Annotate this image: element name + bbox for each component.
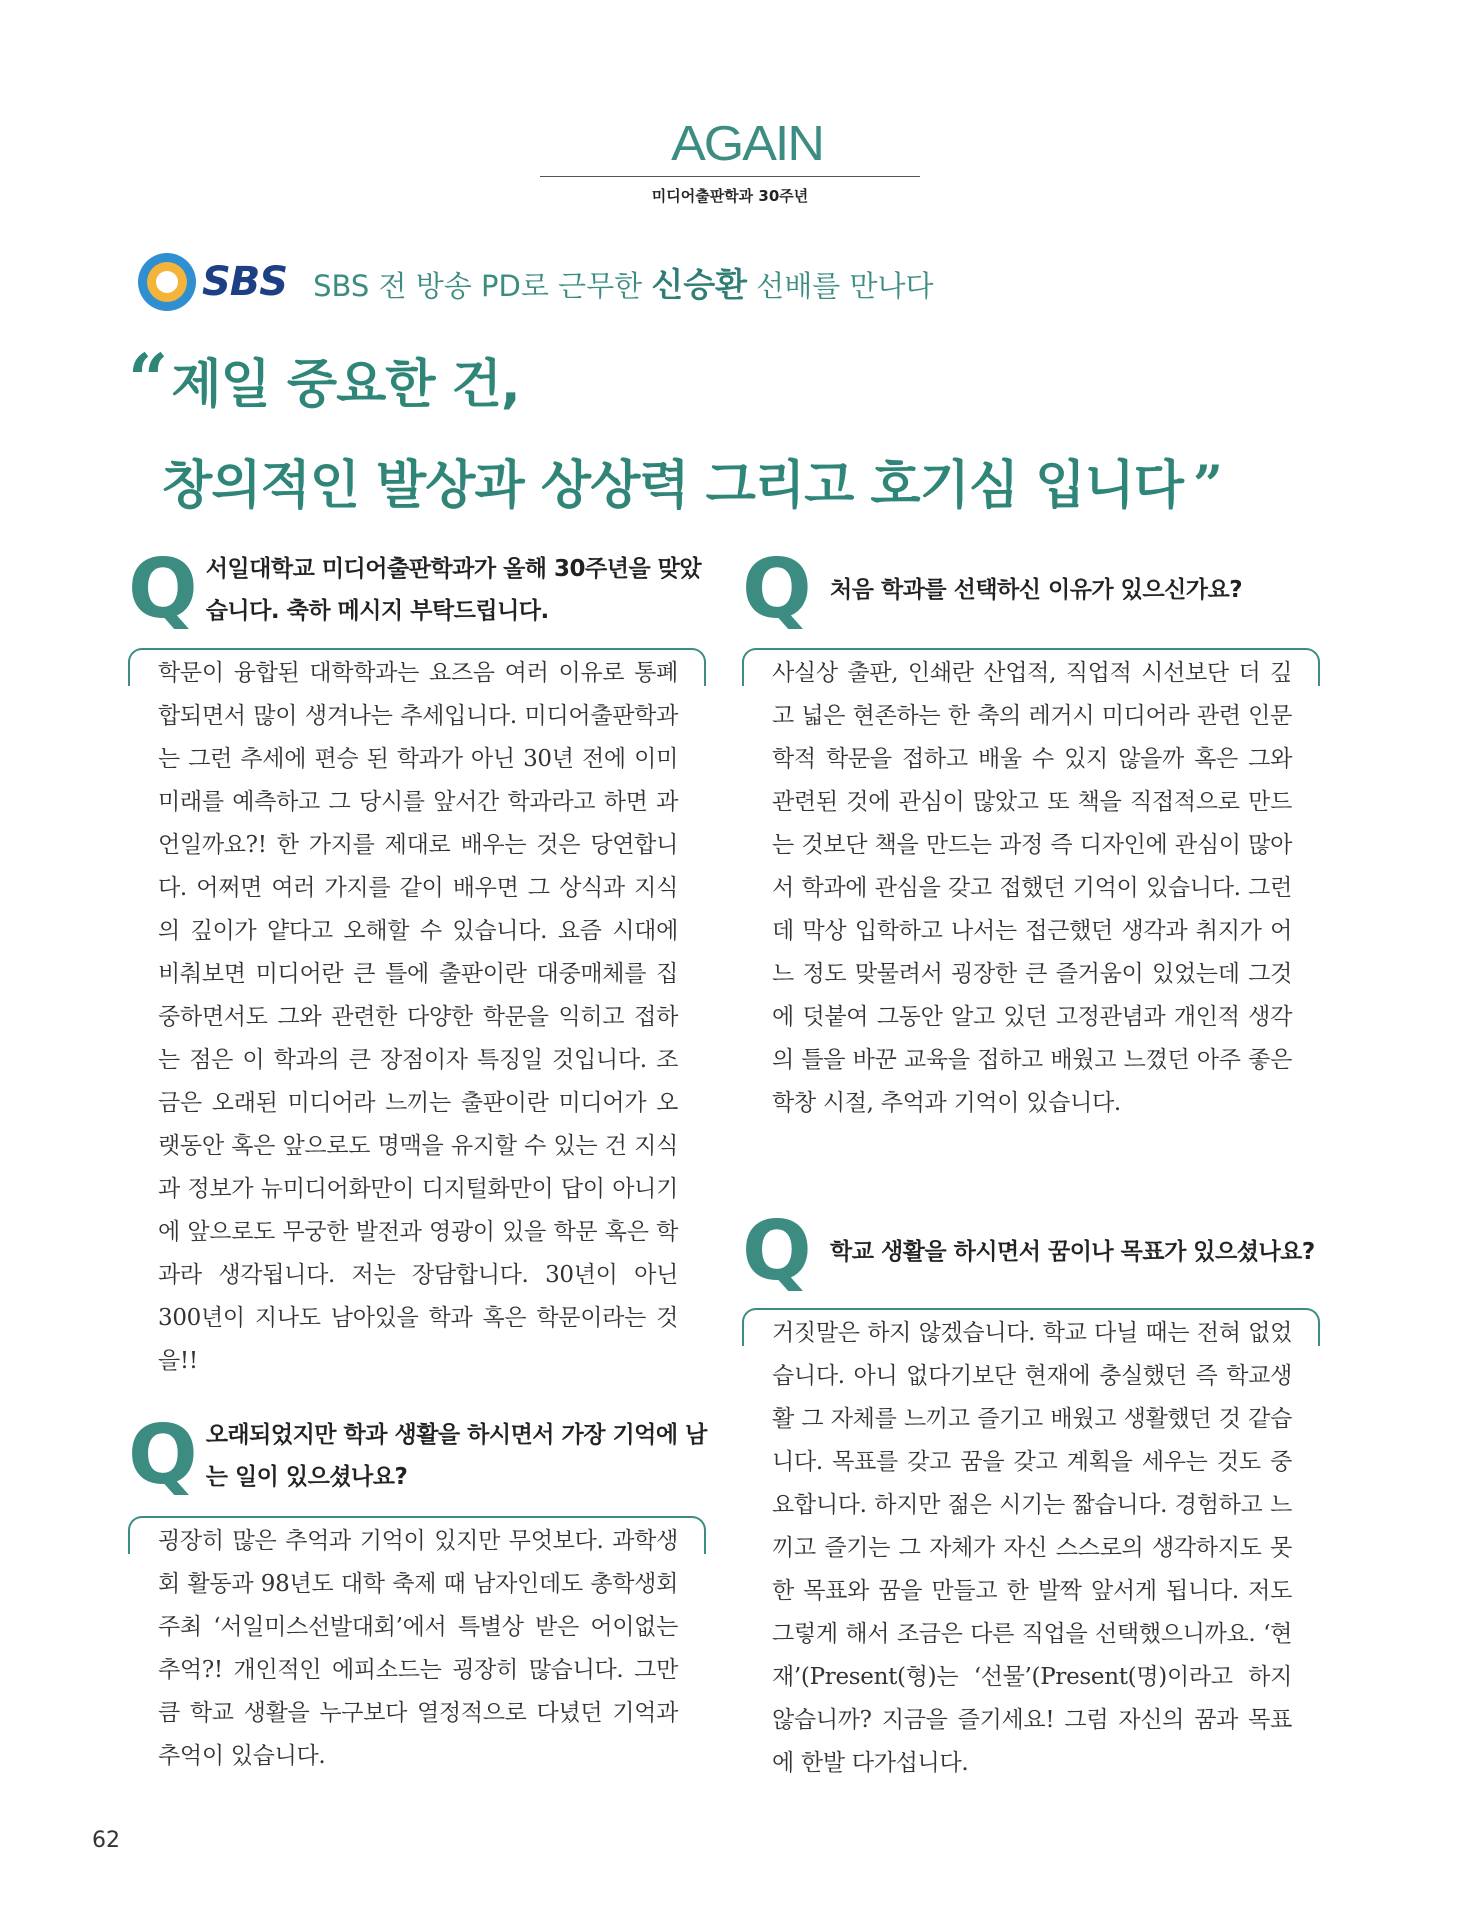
answer-4: [742, 1308, 1320, 1785]
question-3: [742, 542, 1332, 637]
question-4: [742, 1204, 1332, 1299]
headline-line1: 제일 중요한 건,: [171, 355, 520, 415]
sbs-brand-text: SBS: [202, 259, 288, 305]
header-subtitle: 미디어출판학과 30주년: [651, 187, 809, 205]
interviewee-name: 신승환: [651, 264, 747, 304]
answer-text: 굉장히 많은 추억과 기억이 있지만 무엇보다. 과학생회 활동과 98년도 대학 축제 때 남자인데도 총학생회 주최 ‘서일미스선발대회’에서 특별상 받은 어이없는 추억?! 개인적인 에피소드는 굉장히 많습니다. 그만큼 학교 생활을 누구보다 열정적으로 다녔던 기억과 추억이 있습니다.: [158, 1528, 678, 1769]
question-2: [128, 1408, 708, 1503]
q-mark-icon: Q: [128, 542, 198, 637]
headline-line2: 창의적인 발상과 상상력 그리고 호기심 입니다: [162, 456, 1183, 516]
subhead-suffix: 선배를 만나다: [746, 268, 934, 303]
subhead-title: [313, 259, 933, 306]
q-mark-icon: Q: [128, 1408, 198, 1503]
question-text: 오래되었지만 학과 생활을 하시면서 가장 기억에 남는 일이 있으셨나요?: [205, 1422, 707, 1490]
answer-1: [128, 648, 706, 1383]
question-text: 서일대학교 미디어출판학과가 올해 30주년을 맞았습니다. 축하 메시지 부탁드립니다.: [205, 556, 702, 624]
magazine-header: [540, 118, 920, 206]
page-number: 62: [92, 1828, 120, 1853]
close-quote: ”: [1192, 455, 1222, 516]
answer-text: 학문이 융합된 대학학과는 요즈음 여러 이유로 통폐합되면서 많이 생겨나는 추세입니다. 미디어출판학과는 그런 추세에 편승 된 학과가 아닌 30년 전에 이미 미래를 예측하고 그 당시를 앞서간 학과라고 하면 과언일까요?! 한 가지를 제대로 배우는 것은 당연합니다. 어쩌면 여러 가지를 같이 배우면 그 상식과 지식의 깊이가 얕다고 오해할 수 있습니다. 요즘 시대에 비춰보면 미디어란 큰 틀에 출판이란 대중매체를 집중하면서도 그와 관련한 다양한 학문을 익히고 접하는 점은 이 학과의 큰 장점이자 특징일 것입니다. 조금은 오래된 미디어라 느끼는 출판이란 미디어가 오랫동안 혹은 앞으로도 명맥을 유지할 수 있는 건 지식과 정보가 뉴미디어화만이 디지털화만이 답이 아니기에 앞으로도 무궁한 발전과 영광이 있을 학문 혹은 학과라 생각됩니다. 저는 장담합니다. 30년이 아닌 300년이 지나도 남아있을 학과 혹은 학문이라는 것을!!: [158, 660, 678, 1374]
subhead-prefix: SBS 전 방송 PD로 근무한: [313, 268, 652, 303]
open-quote: “: [128, 338, 168, 421]
q-mark-icon: Q: [742, 542, 812, 637]
question-text: 처음 학과를 선택하신 이유가 있으신가요?: [830, 577, 1243, 603]
answer-2: [128, 1516, 706, 1778]
q-mark-icon: Q: [742, 1204, 812, 1299]
answer-text: 거짓말은 하지 않겠습니다. 학교 다닐 때는 전혀 없었습니다. 아니 없다기보단 현재에 충실했던 즉 학교생활 그 자체를 느끼고 즐기고 배웠고 생활했던 것 같습니다. 목표를 갖고 꿈을 갖고 계획을 세우는 것도 중요합니다. 하지만 젊은 시기는 짧습니다. 경험하고 느끼고 즐기는 그 자체가 자신 스스로의 생각하지도 못한 목표와 꿈을 만들고 한 발짝 앞서게 됩니다. 저도 그렇게 해서 조금은 다른 직업을 선택했으니까요. ‘현재’(Present(형)는 ‘선물’(Present(명)이라고 하지 않습니까? 지금을 즐기세요! 그럼 자신의 꿈과 목표에 한발 다가섭니다.: [772, 1320, 1292, 1776]
sbs-logo-icon: [138, 253, 196, 311]
interview-subhead: [138, 250, 934, 314]
answer-text: 사실상 출판, 인쇄란 산업적, 직업적 시선보단 더 깊고 넓은 현존하는 한 축의 레거시 미디어라 관련 인문학적 학문을 접하고 배울 수 있지 않을까 혹은 그와 관련된 것에 관심이 많았고 또 책을 직접적으로 만드는 것보단 책을 만드는 과정 즉 디자인에 관심이 많아서 학과에 관심을 갖고 접했던 기억이 있습니다. 그런데 막상 입학하고 나서는 접근했던 생각과 취지가 어느 정도 맞물려서 굉장한 큰 즐거움이 있었는데 그것에 덧붙여 그동안 알고 있던 고정관념과 개인적 생각의 틀을 바꾼 교육을 접하고 배웠고 느꼈던 아주 좋은 학창 시절, 추억과 기억이 있습니다.: [772, 660, 1292, 1116]
question-text: 학교 생활을 하시면서 꿈이나 목표가 있으셨나요?: [830, 1239, 1315, 1265]
again-logo: AGAIN: [671, 116, 823, 172]
headline: [128, 338, 1222, 518]
question-1: [128, 542, 708, 637]
header-rule: [540, 176, 920, 177]
answer-3: [742, 648, 1320, 1125]
